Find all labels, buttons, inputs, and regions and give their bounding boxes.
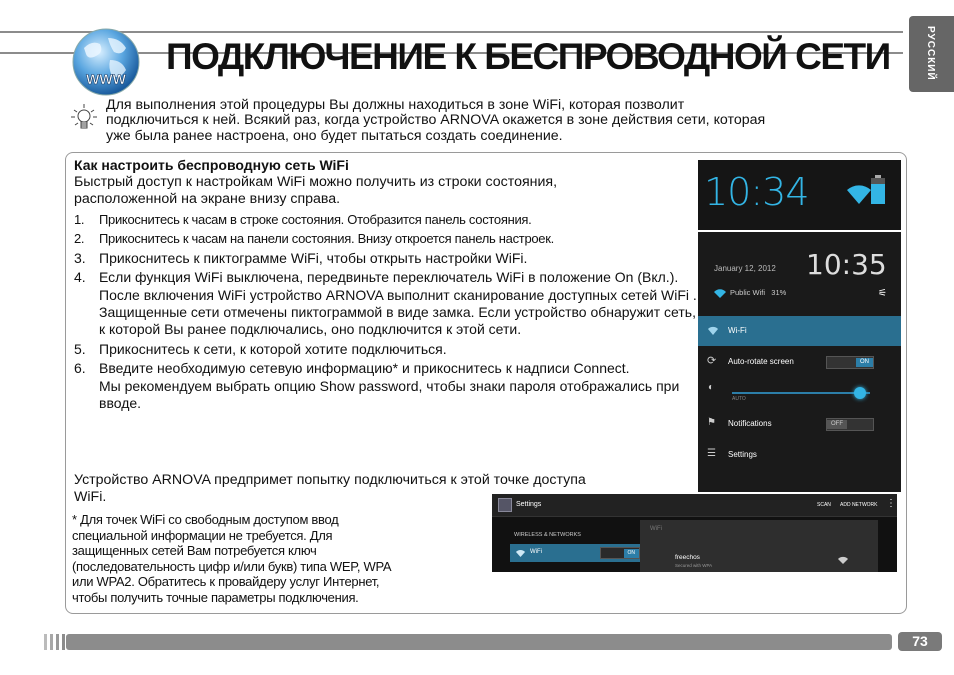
language-tab <box>909 16 954 92</box>
settings-quick-icon[interactable]: ⚟ <box>878 288 887 299</box>
step-number: 1. <box>74 212 85 227</box>
footnote-line: защищенных сетей Вам потребуется ключ <box>72 543 317 559</box>
footer-bar <box>66 634 892 650</box>
toggle-state: OFF <box>827 420 847 429</box>
add-network-button[interactable]: ADD NETWORK <box>840 502 878 508</box>
notification-panel-screenshot <box>698 232 901 492</box>
step-extra: После включения WiFi устройство ARNOVA выполнит сканирование доступных сетей WiFi . Защищенные сети отмечены пиктограммой в виде замка. Если устройство обнаружит сеть, к которой Вы ранее подключались, оно подключится к этой сети. <box>99 286 697 338</box>
settings-categories <box>506 522 636 570</box>
footnote-line: чтобы получить точные параметры подключения. <box>72 589 359 605</box>
notifications-icon: ⚑ <box>707 417 716 428</box>
notifications-toggle[interactable] <box>826 418 874 431</box>
brightness-icon: ◐ <box>708 382 715 393</box>
step-item <box>74 211 699 228</box>
footer-stripes-decoration <box>44 634 68 650</box>
wifi-settings-screenshot <box>492 494 897 572</box>
network-name[interactable]: freechos <box>675 554 700 561</box>
intro-line: уже была ранее настроена, оно будет пытаться создать соединение. <box>106 127 563 144</box>
wifi-lock-icon <box>838 556 848 564</box>
panel-row-notifications[interactable] <box>698 409 901 439</box>
settings-action-bar <box>492 494 897 517</box>
panel-row-wifi[interactable] <box>698 316 901 346</box>
section-intro-line: расположенной на экране внизу справа. <box>74 191 341 207</box>
settings-label: Settings <box>728 450 757 459</box>
section-intro-line: Быстрый доступ к настройкам WiFi можно получить из строки состояния, <box>74 174 558 190</box>
brightness-slider-track[interactable] <box>732 392 870 394</box>
step-item <box>74 250 699 267</box>
wifi-label: WiFi <box>530 549 542 555</box>
section-intro <box>74 174 684 208</box>
footnote-line: * Для точек WiFi со свободным доступом ввод <box>72 512 339 527</box>
footnote <box>72 512 472 606</box>
step-item <box>74 341 699 358</box>
rotate-label: Auto-rotate screen <box>728 357 794 366</box>
step-text: Прикоснитесь к часам на панели состояния. Внизу откроется панель настроек. <box>99 231 554 247</box>
wifi-toggle[interactable] <box>600 547 640 559</box>
settings-app-icon <box>498 498 512 512</box>
rotate-icon: ⟳ <box>707 355 717 367</box>
result-line: Устройство ARNOVA предпримет попытку подключиться к этой точке доступа <box>74 472 586 488</box>
battery-level: 31% <box>771 288 787 297</box>
step-item <box>74 230 699 247</box>
panel-clock: 10:35 <box>806 248 887 281</box>
auto-label: AUTO <box>732 396 746 402</box>
wifi-list-header: WiFi <box>650 526 662 532</box>
overflow-menu-icon[interactable]: ⋮ <box>886 498 896 509</box>
step-number: 5. <box>74 340 86 357</box>
rotate-toggle[interactable] <box>826 356 874 369</box>
toggle-state: ON <box>624 549 640 558</box>
scan-button[interactable]: SCAN <box>817 502 831 508</box>
panel-wifi-status <box>730 288 786 297</box>
wifi-icon <box>516 549 525 557</box>
intro-line: подключиться к ней. Всякий раз, когда устройство ARNOVA окажется в зоне действия сети, которая <box>106 112 766 129</box>
toggle-state: ON <box>856 358 873 367</box>
wifi-icon <box>714 288 726 298</box>
panel-row-settings[interactable] <box>698 440 901 470</box>
intro-paragraph <box>106 98 896 144</box>
step-item <box>74 269 699 339</box>
step-text: Прикоснитесь к часам в строке состояния. Отобразится панель состояния. <box>99 212 532 227</box>
footnote-line: специальной информации не требуется. Для <box>72 527 333 543</box>
step-text: Введите необходимую сетевую информацию* и прикоснитесь к надписи Connect. <box>99 360 630 377</box>
footnote-line: или WPA2. Обратитесь к провайдеру услуг Интернет, <box>72 574 380 590</box>
step-extra: Мы рекомендуем выбрать опцию Show password, чтобы знаки пароля отображались при вводе. <box>99 377 680 412</box>
status-clock: 10:34 <box>704 170 809 214</box>
section-title: Как настроить беспроводную сеть WiFi <box>74 157 349 173</box>
page-number: 73 <box>898 632 942 651</box>
panel-row-rotate[interactable] <box>698 347 901 377</box>
status-clock-screenshot <box>698 160 901 230</box>
settings-title: Settings <box>516 501 542 508</box>
settings-icon: ☰ <box>707 448 716 459</box>
step-text: Прикоснитесь к сети, к которой хотите подключиться. <box>99 340 447 357</box>
network-security: Secured with WPA <box>675 563 713 568</box>
steps-list <box>74 211 699 414</box>
panel-date: January 12, 2012 <box>714 264 776 273</box>
lightbulb-icon <box>70 100 98 136</box>
footnote-line: (последовательность цифр и/или букв) типа WEP, WPA <box>72 558 392 574</box>
settings-item-wifi[interactable] <box>510 544 648 562</box>
step-number: 6. <box>74 360 86 377</box>
step-text: Если функция WiFi выключена, передвиньте переключатель WiFi в положение On (Вкл.). <box>99 269 679 286</box>
globe-icon <box>70 26 142 98</box>
step-item <box>74 360 699 412</box>
language-label: РУССКИЙ <box>925 26 936 81</box>
page-title: ПОДКЛЮЧЕНИЕ К БЕСПРОВОДНОЙ СЕТИ <box>166 36 890 77</box>
intro-line: Для выполнения этой процедуры Вы должны находиться в зоне WiFi, которая позволит <box>106 97 685 113</box>
step-number: 3. <box>74 249 86 266</box>
result-line: WiFi. <box>74 489 107 505</box>
battery-icon <box>870 174 886 206</box>
step-number: 4. <box>74 269 86 286</box>
wifi-icon <box>708 326 718 335</box>
wifi-label: Wi-Fi <box>728 326 747 335</box>
step-text: Прикоснитесь к пиктограмме WiFi, чтобы открыть настройки WiFi. <box>99 249 528 266</box>
globe-label: WWW <box>86 71 126 87</box>
wifi-network-name: Public Wifi <box>730 288 766 297</box>
category-header: WIRELESS & NETWORKS <box>514 532 581 538</box>
notifications-label: Notifications <box>728 419 772 428</box>
wifi-network-list <box>640 520 878 572</box>
step-number: 2. <box>74 231 85 247</box>
